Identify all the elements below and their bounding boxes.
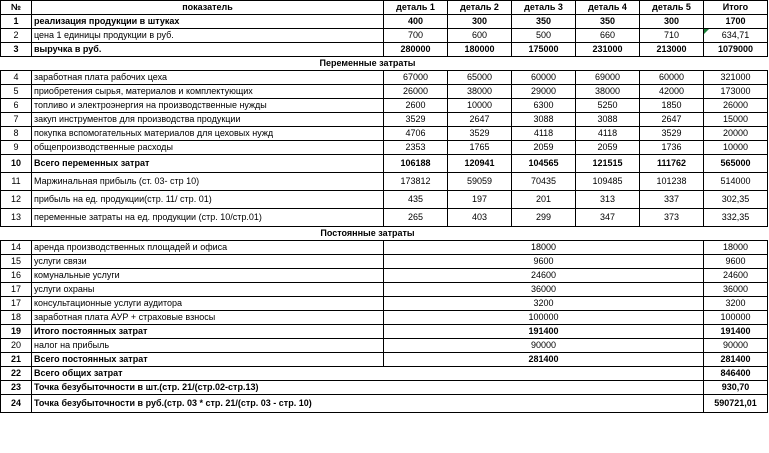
merged-value-cell[interactable]: 191400 bbox=[384, 325, 704, 339]
table-row bbox=[1, 325, 768, 339]
row-label[interactable]: Маржинальная прибыль (ст. 03- стр 10) bbox=[32, 173, 384, 191]
value-cell[interactable]: 2059 bbox=[576, 141, 640, 155]
row-label[interactable]: Всего общих затрат bbox=[32, 367, 704, 381]
row-label[interactable]: топливо и электроэнергия на производственные нужды bbox=[32, 99, 384, 113]
value-cell[interactable]: 101238 bbox=[640, 173, 704, 191]
value-cell[interactable]: 1850 bbox=[640, 99, 704, 113]
total-cell[interactable]: 514000 bbox=[704, 173, 768, 191]
row-number[interactable]: 14 bbox=[1, 241, 32, 255]
value-cell[interactable]: 67000 bbox=[384, 71, 448, 85]
header-row bbox=[1, 1, 768, 15]
value-cell[interactable]: 4706 bbox=[384, 127, 448, 141]
row-label[interactable]: Всего постоянных затрат bbox=[32, 353, 384, 367]
value-cell[interactable]: 60000 bbox=[640, 71, 704, 85]
row-label[interactable]: налог на прибыль bbox=[32, 339, 384, 353]
total-cell[interactable]: 10000 bbox=[704, 141, 768, 155]
value-cell[interactable]: 59059 bbox=[448, 173, 512, 191]
table-row bbox=[1, 43, 768, 57]
value-cell[interactable]: 121515 bbox=[576, 155, 640, 173]
table-row bbox=[1, 99, 768, 113]
value-cell[interactable]: 10000 bbox=[448, 99, 512, 113]
value-cell[interactable]: 347 bbox=[576, 209, 640, 227]
total-cell[interactable]: 90000 bbox=[704, 339, 768, 353]
merged-value-cell[interactable]: 90000 bbox=[384, 339, 704, 353]
row-label[interactable]: Точка безубыточности в руб.(стр. 03 * стр. 21/(стр. 03 - стр. 10) bbox=[32, 395, 704, 413]
table-row bbox=[1, 113, 768, 127]
value-cell[interactable]: 29000 bbox=[512, 85, 576, 99]
value-cell[interactable]: 104565 bbox=[512, 155, 576, 173]
value-cell[interactable]: 65000 bbox=[448, 71, 512, 85]
value-cell[interactable]: 109485 bbox=[576, 173, 640, 191]
row-number[interactable]: 8 bbox=[1, 127, 32, 141]
section-header-variable bbox=[1, 57, 768, 71]
value-cell[interactable]: 60000 bbox=[512, 71, 576, 85]
total-cell[interactable]: 26000 bbox=[704, 99, 768, 113]
header-cell[interactable]: деталь 3 bbox=[512, 1, 576, 15]
header-cell[interactable]: деталь 1 bbox=[384, 1, 448, 15]
row-label[interactable]: Всего переменных затрат bbox=[32, 155, 384, 173]
row-number[interactable]: 3 bbox=[1, 43, 32, 57]
row-number[interactable]: 16 bbox=[1, 269, 32, 283]
table-row bbox=[1, 311, 768, 325]
value-cell[interactable]: 280000 bbox=[384, 43, 448, 57]
table-row bbox=[1, 353, 768, 367]
value-cell[interactable]: 3529 bbox=[640, 127, 704, 141]
value-cell[interactable]: 3088 bbox=[576, 113, 640, 127]
total-cell[interactable]: 302,35 bbox=[704, 191, 768, 209]
row-number[interactable]: 9 bbox=[1, 141, 32, 155]
row-number[interactable]: 15 bbox=[1, 255, 32, 269]
total-cell[interactable]: 590721,01 bbox=[704, 395, 768, 413]
value-cell[interactable]: 435 bbox=[384, 191, 448, 209]
row-number[interactable]: 2 bbox=[1, 29, 32, 43]
table-row bbox=[1, 283, 768, 297]
total-cell[interactable]: 565000 bbox=[704, 155, 768, 173]
value-cell[interactable]: 69000 bbox=[576, 71, 640, 85]
value-cell[interactable]: 120941 bbox=[448, 155, 512, 173]
row-label[interactable]: услуги охраны bbox=[32, 283, 384, 297]
table-row bbox=[1, 381, 768, 395]
row-number[interactable]: 22 bbox=[1, 367, 32, 381]
row-number[interactable]: 12 bbox=[1, 191, 32, 209]
row-number[interactable]: 23 bbox=[1, 381, 32, 395]
value-cell[interactable]: 2353 bbox=[384, 141, 448, 155]
row-label[interactable]: аренда производственных площадей и офиса bbox=[32, 241, 384, 255]
table-row bbox=[1, 141, 768, 155]
table-row bbox=[1, 155, 768, 173]
table-row bbox=[1, 15, 768, 29]
total-cell[interactable]: 930,70 bbox=[704, 381, 768, 395]
value-cell[interactable]: 38000 bbox=[576, 85, 640, 99]
row-number[interactable]: 18 bbox=[1, 311, 32, 325]
value-cell[interactable]: 2600 bbox=[384, 99, 448, 113]
value-cell[interactable]: 201 bbox=[512, 191, 576, 209]
section-header-fixed bbox=[1, 227, 768, 241]
row-number[interactable]: 5 bbox=[1, 85, 32, 99]
value-cell[interactable]: 70435 bbox=[512, 173, 576, 191]
value-cell[interactable]: 6300 bbox=[512, 99, 576, 113]
table-row bbox=[1, 173, 768, 191]
value-cell[interactable]: 3529 bbox=[384, 113, 448, 127]
row-number[interactable]: 4 bbox=[1, 71, 32, 85]
value-cell[interactable]: 710 bbox=[640, 29, 704, 43]
row-number[interactable]: 10 bbox=[1, 155, 32, 173]
value-cell[interactable]: 600 bbox=[448, 29, 512, 43]
value-cell[interactable]: 660 bbox=[576, 29, 640, 43]
total-cell[interactable]: 634,71 bbox=[704, 29, 768, 43]
row-number[interactable]: 24 bbox=[1, 395, 32, 413]
value-cell[interactable]: 403 bbox=[448, 209, 512, 227]
row-number[interactable]: 21 bbox=[1, 353, 32, 367]
table-row bbox=[1, 29, 768, 43]
value-cell[interactable]: 2059 bbox=[512, 141, 576, 155]
row-number[interactable]: 6 bbox=[1, 99, 32, 113]
value-cell[interactable]: 350 bbox=[512, 15, 576, 29]
row-label[interactable]: переменные затраты на ед. продукции (стр. 10/стр.01) bbox=[32, 209, 384, 227]
value-cell[interactable]: 38000 bbox=[448, 85, 512, 99]
total-cell[interactable]: 846400 bbox=[704, 367, 768, 381]
table-row bbox=[1, 297, 768, 311]
total-cell[interactable]: 173000 bbox=[704, 85, 768, 99]
total-cell[interactable]: 9600 bbox=[704, 255, 768, 269]
row-label[interactable]: цена 1 единицы продукции в руб. bbox=[32, 29, 384, 43]
row-number[interactable]: 17 bbox=[1, 283, 32, 297]
row-number[interactable]: 11 bbox=[1, 173, 32, 191]
total-cell[interactable]: 15000 bbox=[704, 113, 768, 127]
table-row bbox=[1, 209, 768, 227]
total-cell[interactable]: 1079000 bbox=[704, 43, 768, 57]
value-cell[interactable]: 500 bbox=[512, 29, 576, 43]
header-cell[interactable]: деталь 5 bbox=[640, 1, 704, 15]
value-cell[interactable]: 300 bbox=[640, 15, 704, 29]
row-label[interactable]: выручка в руб. bbox=[32, 43, 384, 57]
table-row bbox=[1, 339, 768, 353]
value-cell[interactable]: 197 bbox=[448, 191, 512, 209]
value-cell[interactable]: 3529 bbox=[448, 127, 512, 141]
merged-value-cell[interactable]: 281400 bbox=[384, 353, 704, 367]
total-cell[interactable]: 18000 bbox=[704, 241, 768, 255]
table-row bbox=[1, 85, 768, 99]
value-cell[interactable]: 1765 bbox=[448, 141, 512, 155]
row-label[interactable]: Итого постоянных затрат bbox=[32, 325, 384, 339]
section-title: Постоянные затраты bbox=[32, 227, 704, 241]
table-row bbox=[1, 127, 768, 141]
total-cell[interactable]: 24600 bbox=[704, 269, 768, 283]
value-cell[interactable]: 700 bbox=[384, 29, 448, 43]
row-label[interactable]: реализация продукции в штуках bbox=[32, 15, 384, 29]
value-cell[interactable]: 2647 bbox=[448, 113, 512, 127]
value-cell[interactable]: 299 bbox=[512, 209, 576, 227]
total-cell[interactable]: 3200 bbox=[704, 297, 768, 311]
total-cell[interactable]: 1700 bbox=[704, 15, 768, 29]
row-number[interactable]: 13 bbox=[1, 209, 32, 227]
section-title: Переменные затраты bbox=[32, 57, 704, 71]
row-label[interactable]: услуги связи bbox=[32, 255, 384, 269]
value-cell[interactable]: 3088 bbox=[512, 113, 576, 127]
value-cell[interactable]: 4118 bbox=[576, 127, 640, 141]
row-label[interactable]: прибыль на ед. продукции(стр. 11/ стр. 01) bbox=[32, 191, 384, 209]
table-row bbox=[1, 395, 768, 413]
total-cell[interactable]: 20000 bbox=[704, 127, 768, 141]
merged-value-cell[interactable]: 18000 bbox=[384, 241, 704, 255]
merged-value-cell[interactable]: 24600 bbox=[384, 269, 704, 283]
table-row bbox=[1, 191, 768, 209]
total-cell[interactable]: 36000 bbox=[704, 283, 768, 297]
total-cell[interactable]: 321000 bbox=[704, 71, 768, 85]
row-label[interactable]: заработная плата АУР + страховые взносы bbox=[32, 311, 384, 325]
row-label[interactable]: заработная плата рабочих цеха bbox=[32, 71, 384, 85]
header-cell[interactable]: деталь 2 bbox=[448, 1, 512, 15]
value-cell[interactable]: 350 bbox=[576, 15, 640, 29]
header-cell[interactable]: Итого bbox=[704, 1, 768, 15]
total-cell[interactable]: 281400 bbox=[704, 353, 768, 367]
row-label[interactable]: покупка вспомогательных материалов для цеховых нужд bbox=[32, 127, 384, 141]
row-label[interactable]: консультационные услуги аудитора bbox=[32, 297, 384, 311]
total-cell[interactable]: 100000 bbox=[704, 311, 768, 325]
row-number[interactable]: 20 bbox=[1, 339, 32, 353]
value-cell[interactable]: 180000 bbox=[448, 43, 512, 57]
row-number[interactable]: 7 bbox=[1, 113, 32, 127]
value-cell[interactable]: 2647 bbox=[640, 113, 704, 127]
table-row bbox=[1, 255, 768, 269]
total-cell[interactable]: 332,35 bbox=[704, 209, 768, 227]
row-label[interactable]: Точка безубыточности в шт.(стр. 21/(стр.02-стр.13) bbox=[32, 381, 704, 395]
value-cell[interactable]: 26000 bbox=[384, 85, 448, 99]
value-cell[interactable]: 175000 bbox=[512, 43, 576, 57]
value-cell[interactable]: 300 bbox=[448, 15, 512, 29]
value-cell[interactable]: 313 bbox=[576, 191, 640, 209]
value-cell[interactable]: 4118 bbox=[512, 127, 576, 141]
row-number[interactable]: 19 bbox=[1, 325, 32, 339]
value-cell[interactable]: 173812 bbox=[384, 173, 448, 191]
header-cell[interactable]: № bbox=[1, 1, 32, 15]
value-cell[interactable]: 1736 bbox=[640, 141, 704, 155]
value-cell[interactable]: 111762 bbox=[640, 155, 704, 173]
table-row bbox=[1, 71, 768, 85]
value-cell[interactable]: 42000 bbox=[640, 85, 704, 99]
row-number[interactable]: 17 bbox=[1, 297, 32, 311]
row-label[interactable]: комунальные услуги bbox=[32, 269, 384, 283]
header-cell[interactable]: деталь 4 bbox=[576, 1, 640, 15]
merged-value-cell[interactable]: 100000 bbox=[384, 311, 704, 325]
table-row bbox=[1, 367, 768, 381]
value-cell[interactable]: 5250 bbox=[576, 99, 640, 113]
value-cell[interactable]: 337 bbox=[640, 191, 704, 209]
value-cell[interactable]: 400 bbox=[384, 15, 448, 29]
value-cell[interactable]: 106188 bbox=[384, 155, 448, 173]
merged-value-cell[interactable]: 3200 bbox=[384, 297, 704, 311]
header-cell[interactable]: показатель bbox=[32, 1, 384, 15]
row-label[interactable]: закуп инструментов для производства продукции bbox=[32, 113, 384, 127]
table-row bbox=[1, 241, 768, 255]
value-cell[interactable]: 265 bbox=[384, 209, 448, 227]
merged-value-cell[interactable]: 36000 bbox=[384, 283, 704, 297]
value-cell[interactable]: 213000 bbox=[640, 43, 704, 57]
row-label[interactable]: общепроизводственные расходы bbox=[32, 141, 384, 155]
table-row bbox=[1, 269, 768, 283]
value-cell[interactable]: 373 bbox=[640, 209, 704, 227]
value-cell[interactable]: 231000 bbox=[576, 43, 640, 57]
merged-value-cell[interactable]: 9600 bbox=[384, 255, 704, 269]
row-number[interactable]: 1 bbox=[1, 15, 32, 29]
total-cell[interactable]: 191400 bbox=[704, 325, 768, 339]
row-label[interactable]: приобретения сырья, материалов и комплектующих bbox=[32, 85, 384, 99]
